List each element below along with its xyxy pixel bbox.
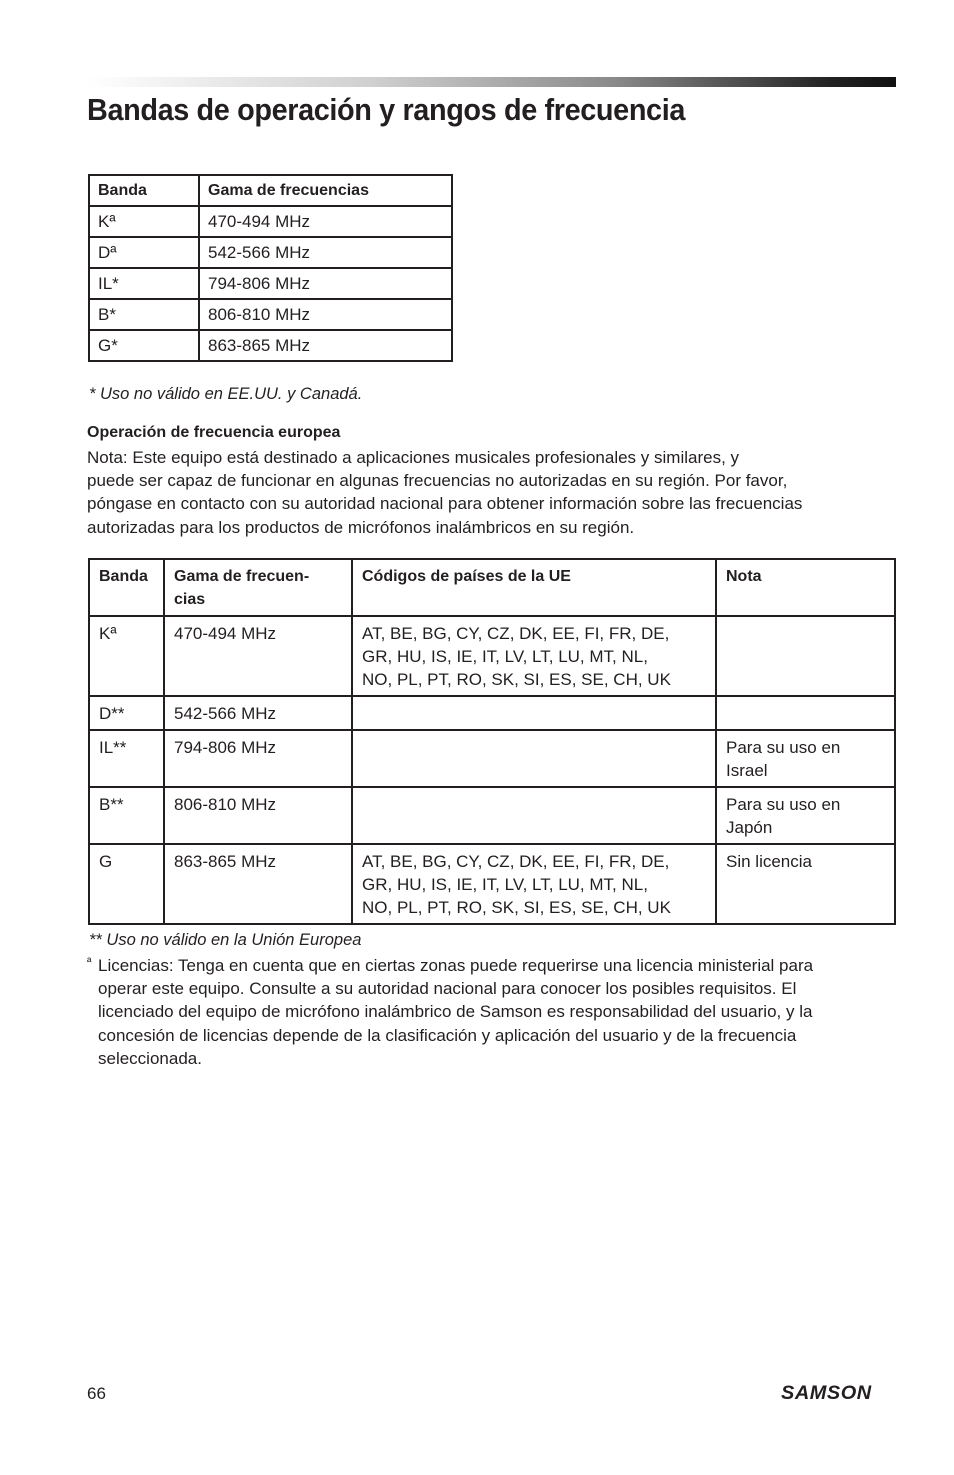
band-cell: G [89, 844, 164, 924]
footnote-mark: ª [87, 955, 92, 969]
table-row [89, 844, 895, 924]
band-cell: B** [89, 787, 164, 844]
note-cell: Para su uso en Japón [716, 787, 895, 844]
header-banda: Banda [89, 559, 164, 616]
page-number: 66 [87, 1384, 106, 1403]
range-cell: 794-806 MHz [199, 268, 452, 299]
paragraph-line: Nota: Este equipo está destinado a aplicaciones musicales profesionales y similares, y [87, 448, 740, 467]
table-row [89, 206, 452, 237]
licensing-footnote [87, 954, 899, 1070]
table-row [89, 787, 895, 844]
header-banda: Banda [89, 175, 199, 206]
note-cell [716, 616, 895, 696]
eu-frequency-table [88, 558, 896, 925]
table-header-row [89, 175, 452, 206]
band-cell: G* [89, 330, 199, 361]
range-cell: 806-810 MHz [164, 787, 352, 844]
note-cell: Sin licencia [716, 844, 895, 924]
band-cell: IL** [89, 730, 164, 787]
footnote-line: seleccionada. [98, 1048, 202, 1068]
footnote-line: operar este equipo. Consulte a su autoridad nacional para conocer los posibles requisitos. El [98, 979, 797, 999]
us-canada-note: * Uso no válido en EE.UU. y Canadá. [89, 385, 363, 403]
table-row [89, 330, 452, 361]
table-header-row [89, 559, 895, 616]
band-cell: B* [89, 299, 199, 330]
paragraph-line: puede ser capaz de funcionar en algunas frecuencias no autorizadas en su región. Por favor, [87, 471, 788, 491]
paragraph-line: autorizadas para los productos de micrófonos inalámbricos en su región. [87, 517, 635, 537]
header-nota: Nota [716, 559, 895, 616]
range-cell: 863-865 MHz [199, 330, 452, 361]
range-cell: 542-566 MHz [199, 237, 452, 268]
band-cell: Dª [89, 237, 199, 268]
range-cell: 863-865 MHz [164, 844, 352, 924]
eu-paragraph [87, 446, 897, 539]
range-cell: 542-566 MHz [164, 696, 352, 730]
eu-note: ** Uso no válido en la Unión Europea [89, 931, 362, 949]
table-row [89, 730, 895, 787]
footnote-line: licenciado del equipo de micrófono inalámbrico de Samson es responsabilidad del usuario, y la [98, 1002, 813, 1022]
header-gama: Gama de frecuencias [199, 175, 452, 206]
band-cell: Kª [89, 616, 164, 696]
range-cell: 470-494 MHz [164, 616, 352, 696]
header-gama: Gama de frecuen- cias [164, 559, 352, 616]
table-row [89, 237, 452, 268]
range-cell: 794-806 MHz [164, 730, 352, 787]
eu-section-heading: Operación de frecuencia europea [87, 424, 341, 441]
country-codes-cell [352, 696, 716, 730]
country-codes-cell [352, 787, 716, 844]
header-gradient-bar [88, 77, 896, 87]
note-cell: Para su uso en Israel [716, 730, 895, 787]
frequency-band-table [88, 174, 453, 362]
table-row [89, 696, 895, 730]
table-row [89, 616, 895, 696]
table-row [89, 299, 452, 330]
footnote-line: concesión de licencias depende de la clasificación y aplicación del usuario y de la frecuencia [98, 1025, 797, 1045]
page-title: Bandas de operación y rangos de frecuencia [87, 92, 686, 127]
band-cell: IL* [89, 268, 199, 299]
range-cell: 470-494 MHz [199, 206, 452, 237]
band-cell: D** [89, 696, 164, 730]
footnote-line: Licencias: Tenga en cuenta que en ciertas zonas puede requerirse una licencia ministerial para [98, 956, 814, 975]
country-codes-cell: AT, BE, BG, CY, CZ, DK, EE, FI, FR, DE, GR, HU, IS, IE, IT, LV, LT, LU, MT, NL, NO, PL, PT, RO, SK, SI, ES, SE, CH, UK [352, 616, 716, 696]
header-country-codes: Códigos de países de la UE [352, 559, 716, 616]
country-codes-cell [352, 730, 716, 787]
samson-logo: SAMSON [781, 1383, 872, 1404]
paragraph-line: póngase en contacto con su autoridad nacional para obtener información sobre las frecuencias [87, 494, 803, 514]
table-row [89, 268, 452, 299]
country-codes-cell: AT, BE, BG, CY, CZ, DK, EE, FI, FR, DE, GR, HU, IS, IE, IT, LV, LT, LU, MT, NL, NO, PL, PT, RO, SK, SI, ES, SE, CH, UK [352, 844, 716, 924]
note-cell [716, 696, 895, 730]
range-cell: 806-810 MHz [199, 299, 452, 330]
band-cell: Kª [89, 206, 199, 237]
